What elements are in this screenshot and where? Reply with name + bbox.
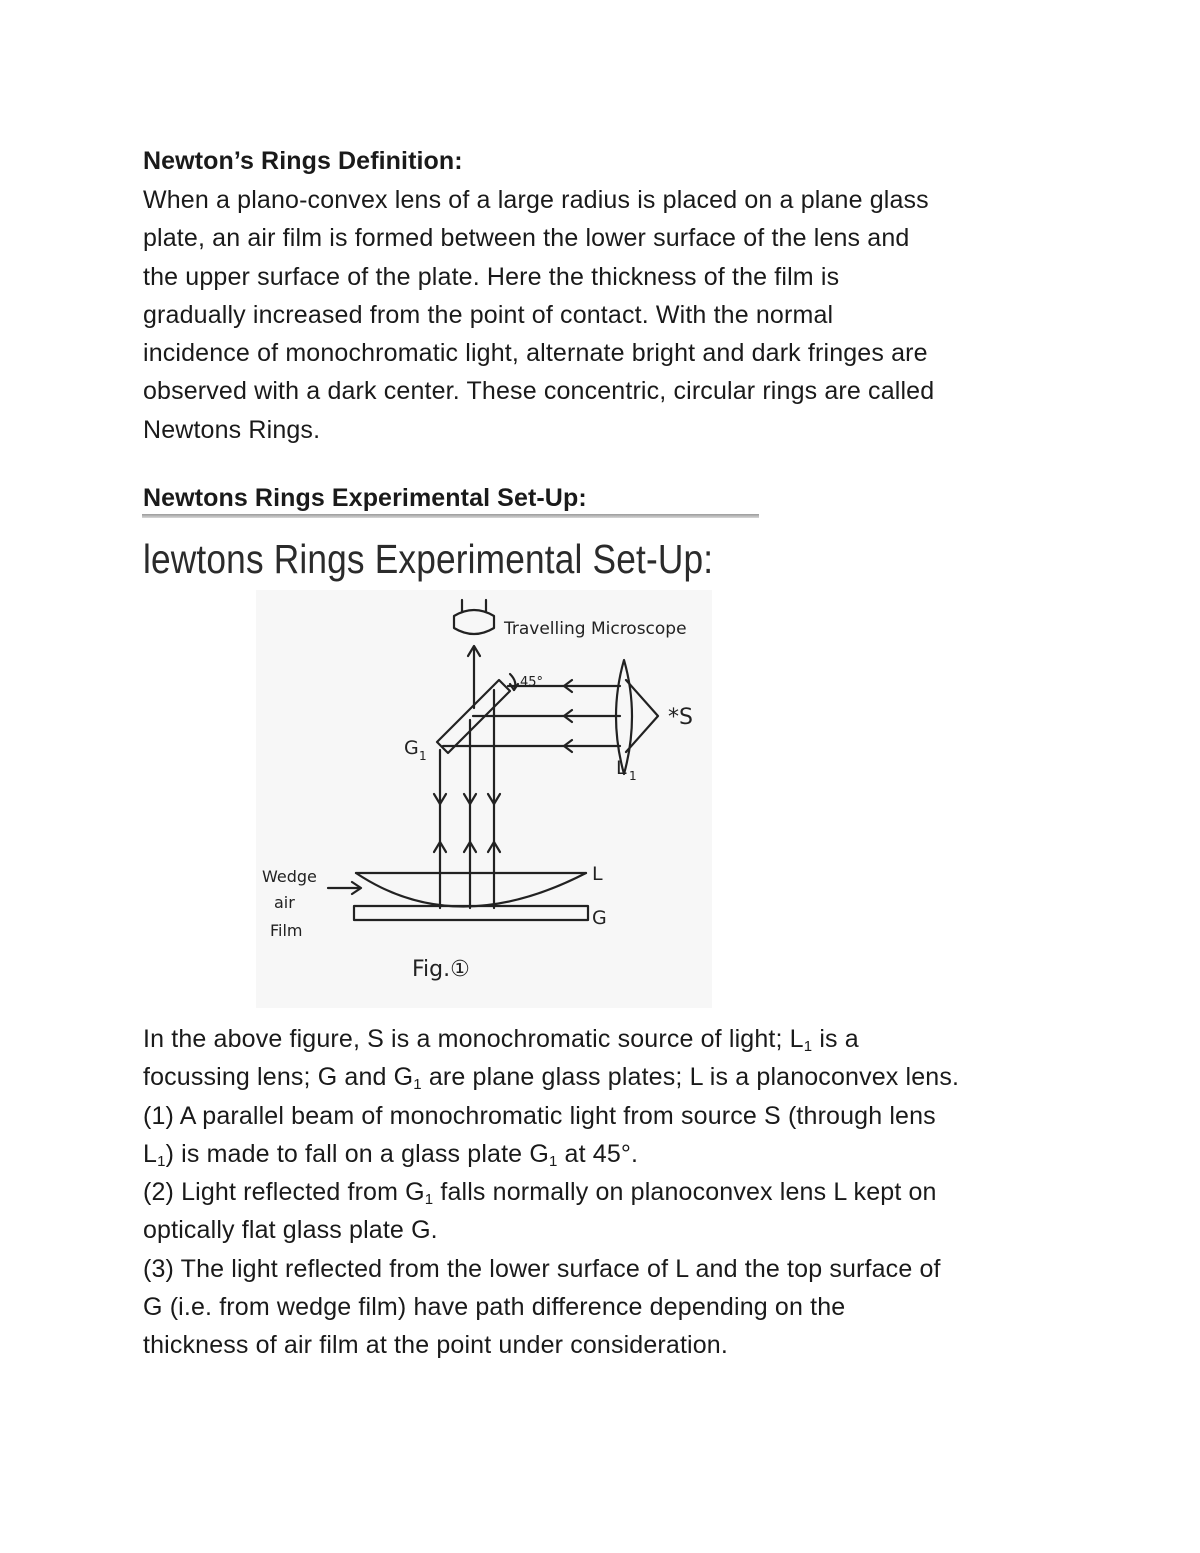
explanation-line: thickness of air film at the point under consideration. [143,1331,728,1360]
plate1-subscript: 1 [419,749,427,763]
explanation-line: (2) Light reflected from $G_1$ falls normally on planoconvex lens L kept on [143,1178,937,1209]
explanation-line: focussing lens; G and $G_1$ are plane glass plates; L is a planoconvex lens. [143,1063,960,1094]
lens-label: L [592,863,603,885]
definition-line: When a plano-convex lens of a large radius is placed on a plane glass [143,186,929,214]
figure-caption: Fig.① [412,957,470,982]
definition-line: observed with a dark center. These concentric, circular rings are called [143,377,935,406]
definition-paragraph [143,181,1073,449]
explanation-line: (3) The light reflected from the lower surface of L and the top surface of [143,1254,941,1283]
definition-line: gradually increased from the point of contact. With the normal [143,300,834,329]
definition-line: incidence of monochromatic light, alternate bright and dark fringes are [143,339,928,368]
lens1-label: L [616,757,627,779]
plate-label: G [592,907,607,929]
plate1-label: G [404,737,419,759]
wedge-label: air [274,893,295,912]
wedge-label: Wedge [262,867,317,886]
setup-diagram [256,590,712,1008]
explanation-paragraph [143,1020,1073,1365]
source-label: *S [668,705,693,730]
embedded-title: lewtons Rings Experimental Set-Up: [143,536,714,582]
definition-line: Newtons Rings. [143,415,321,444]
microscope-label: Travelling Microscope [504,619,687,639]
angle-label: 45° [520,675,544,690]
explanation-line: G (i.e. from wedge film) have path difference depending on the [143,1293,846,1322]
lens1-subscript: 1 [629,769,637,783]
microscope-icon [454,600,494,634]
explanation-line: (1) A parallel beam of monochromatic light from source S (through lens [143,1101,936,1130]
screenshot-divider [142,514,759,518]
newtons-rings-figure [256,590,712,1008]
definition-heading: Newton’s Rings Definition: [143,147,463,175]
wedge-label: Film [270,921,303,940]
setup-heading: Newtons Rings Experimental Set-Up: [143,484,587,512]
explanation-line: $L_1$) is made to fall on a glass plate $G_1$ at 45°. [143,1139,639,1170]
explanation-line: optically flat glass plate G. [143,1216,438,1245]
definition-line: the upper surface of the plate. Here the thickness of the film is [143,262,840,291]
explanation-line: In the above figure, S is a monochromatic source of light; $L_1$ is a [143,1025,859,1055]
definition-line: plate, an air film is formed between the lower surface of the lens and [143,224,910,253]
